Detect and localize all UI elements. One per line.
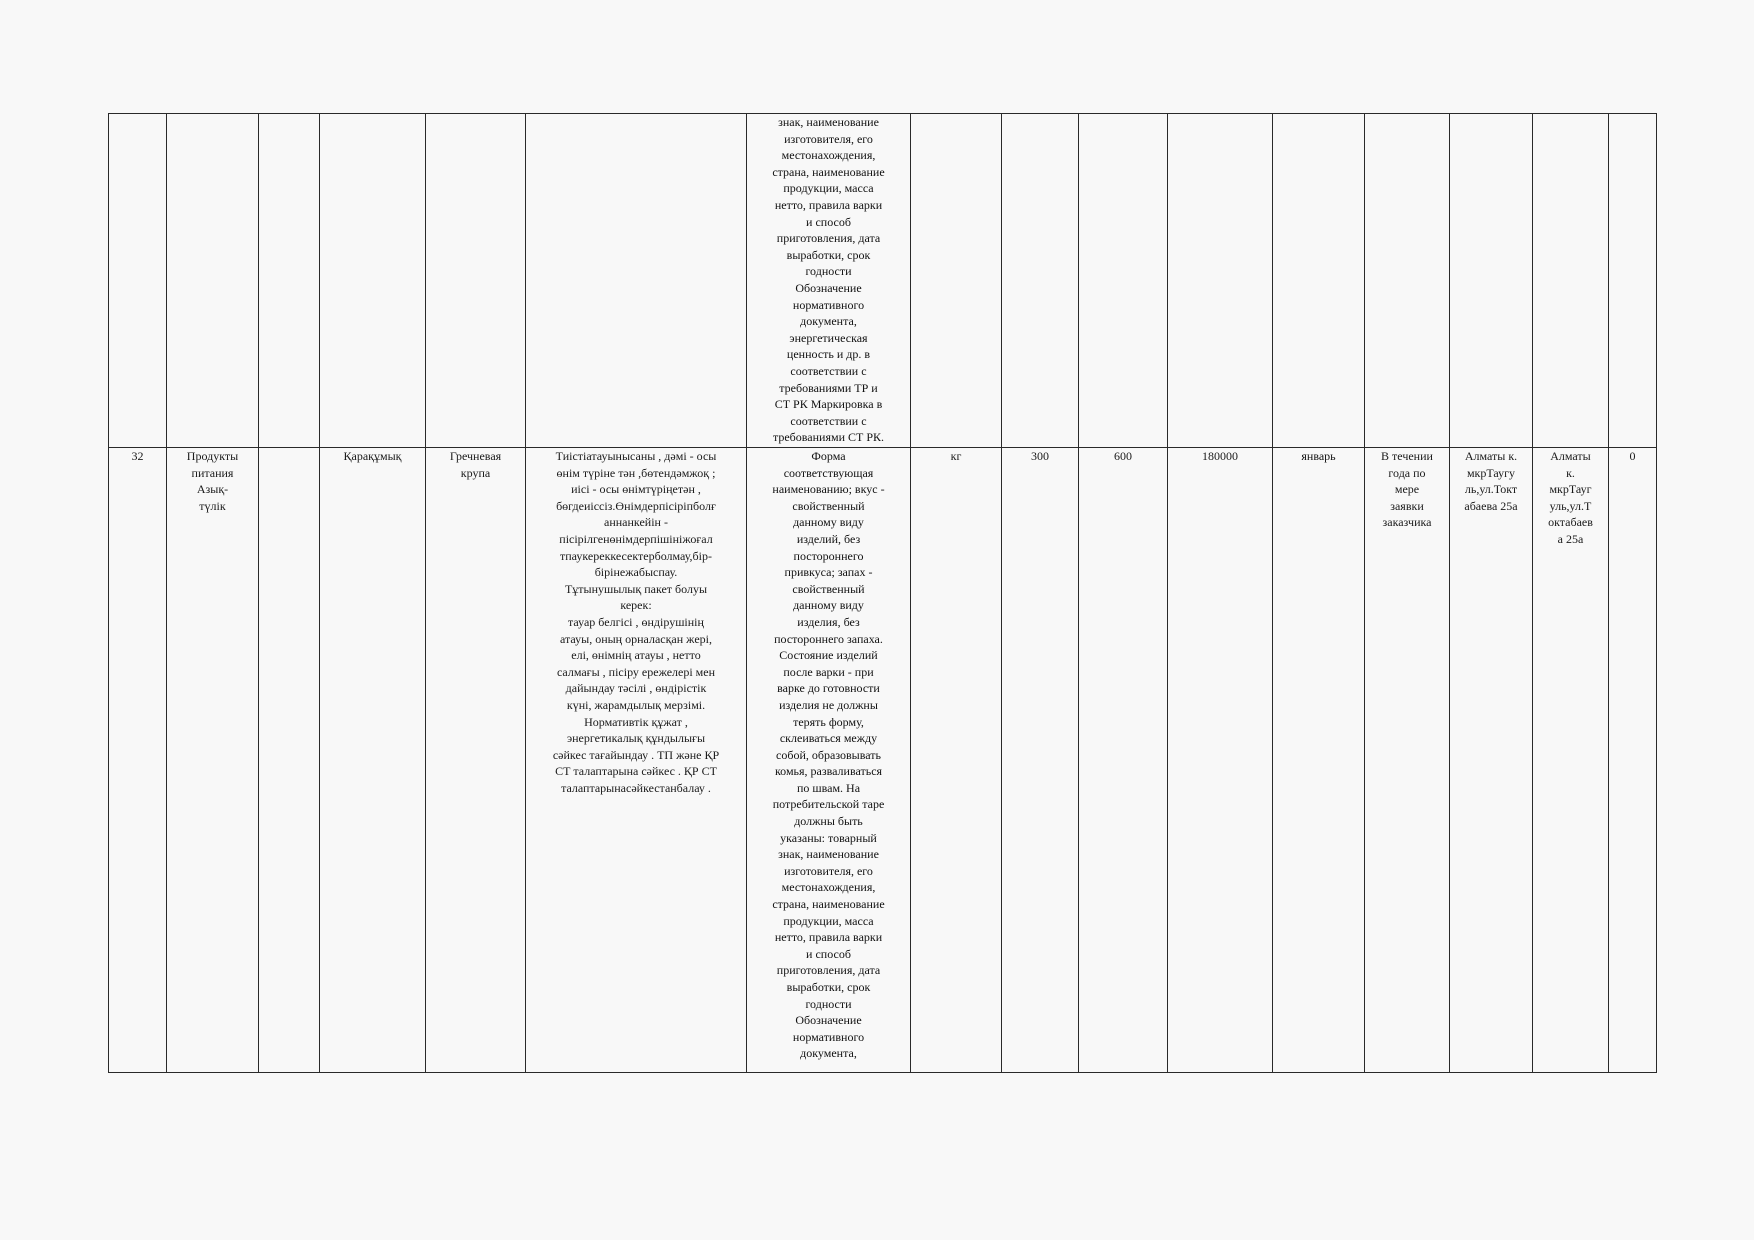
cell-month: [1273, 114, 1365, 448]
col3-value: [259, 448, 320, 1073]
product-name-kz: Қарақұмық: [320, 448, 426, 1073]
cell-advance: [1609, 114, 1657, 448]
table-row-32: [109, 448, 1657, 1073]
product-category: Продукты питания Азық- түлік: [167, 448, 259, 1073]
cell-unit: [911, 114, 1002, 448]
cell-amount: [1168, 114, 1273, 448]
cell-category: [167, 114, 259, 448]
cell-quantity: [1002, 114, 1079, 448]
requirements-ru: Форма соответствующая наименованию; вкус - свойственный данному виду изделий, без постороннего привкуса; запах - свойственный данному виду изделия, без постороннего запаха. Состояние изделий после варки - при варке до готовности изделия не должны терять форму, склеиваться между собой, образовывать комья, разваливаться по швам. На потребительской таре должны быть указаны: товарный знак, наименование изготовителя, его местонахождения, страна, наименование продукции, масса нетто, правила варки и способ приготовления, дата выработки, срок годности Обозначение нормативного документа,: [747, 448, 911, 1073]
delivery-place: Алматы к. мкрТаугу ль,ул.Токт абаева 25а: [1450, 448, 1533, 1073]
cell-delivery-term: [1365, 114, 1450, 448]
cell-requirements-kz: [526, 114, 747, 448]
procurement-table: [108, 113, 1657, 1073]
quantity: 300: [1002, 448, 1079, 1073]
cell-address: [1533, 114, 1609, 448]
cell-price: [1079, 114, 1168, 448]
cell-requirements-ru-continued: знак, наименование изготовителя, его местонахождения, страна, наименование продукции, масса нетто, правила варки и способ приготовления, дата выработки, срок годности Обозначение нормативного документа, энергетическая ценность и др. в соответствии с требованиями ТР и СТ РК Маркировка в соответствии с требованиями СТ РК.: [747, 114, 911, 448]
product-name-ru: Гречневая крупа: [426, 448, 526, 1073]
cell-number: [109, 114, 167, 448]
customer-address: Алматы к. мкрТауг уль,ул.Т oктабаев а 25а: [1533, 448, 1609, 1073]
cell-col3: [259, 114, 320, 448]
delivery-term: В течении года по мере заявки заказчика: [1365, 448, 1450, 1073]
delivery-month: январь: [1273, 448, 1365, 1073]
cell-name-ru: [426, 114, 526, 448]
cell-delivery-place: [1450, 114, 1533, 448]
cell-name-kz: [320, 114, 426, 448]
row-number: 32: [109, 448, 167, 1073]
table-row-continued: [109, 114, 1657, 448]
unit: кг: [911, 448, 1002, 1073]
requirements-kz: Тиістіатауынысаны , дәмі - осы өнім түріне тән ,бөтендәмжоқ ; иісі - осы өнімтүріңетән , бөгдеиіссіз.Өнімдерпісіріпболғ аннанкейін - пісірілгенөнімдерпішініжоғал тпаукереккесектерболмау,бір- бірінежабыспау. Тұтынушылық пакет болуы керек: тауар белгісі , өндірушінің атауы, оның орналасқан жері, елі, өнімнің атауы , нетто салмағы , пісіру ережелері мен дайындау тәсілі , өндірістік күні, жарамдылық мерзімі. Нормативтік құжат , энергетикалық құндылығы сәйкес тағайындау . ТП және ҚР СТ талаптарына сәйкес . ҚР СТ талаптарынасәйкестанбалау .: [526, 448, 747, 1073]
total-amount: 180000: [1168, 448, 1273, 1073]
advance-payment: 0: [1609, 448, 1657, 1073]
unit-price: 600: [1079, 448, 1168, 1073]
